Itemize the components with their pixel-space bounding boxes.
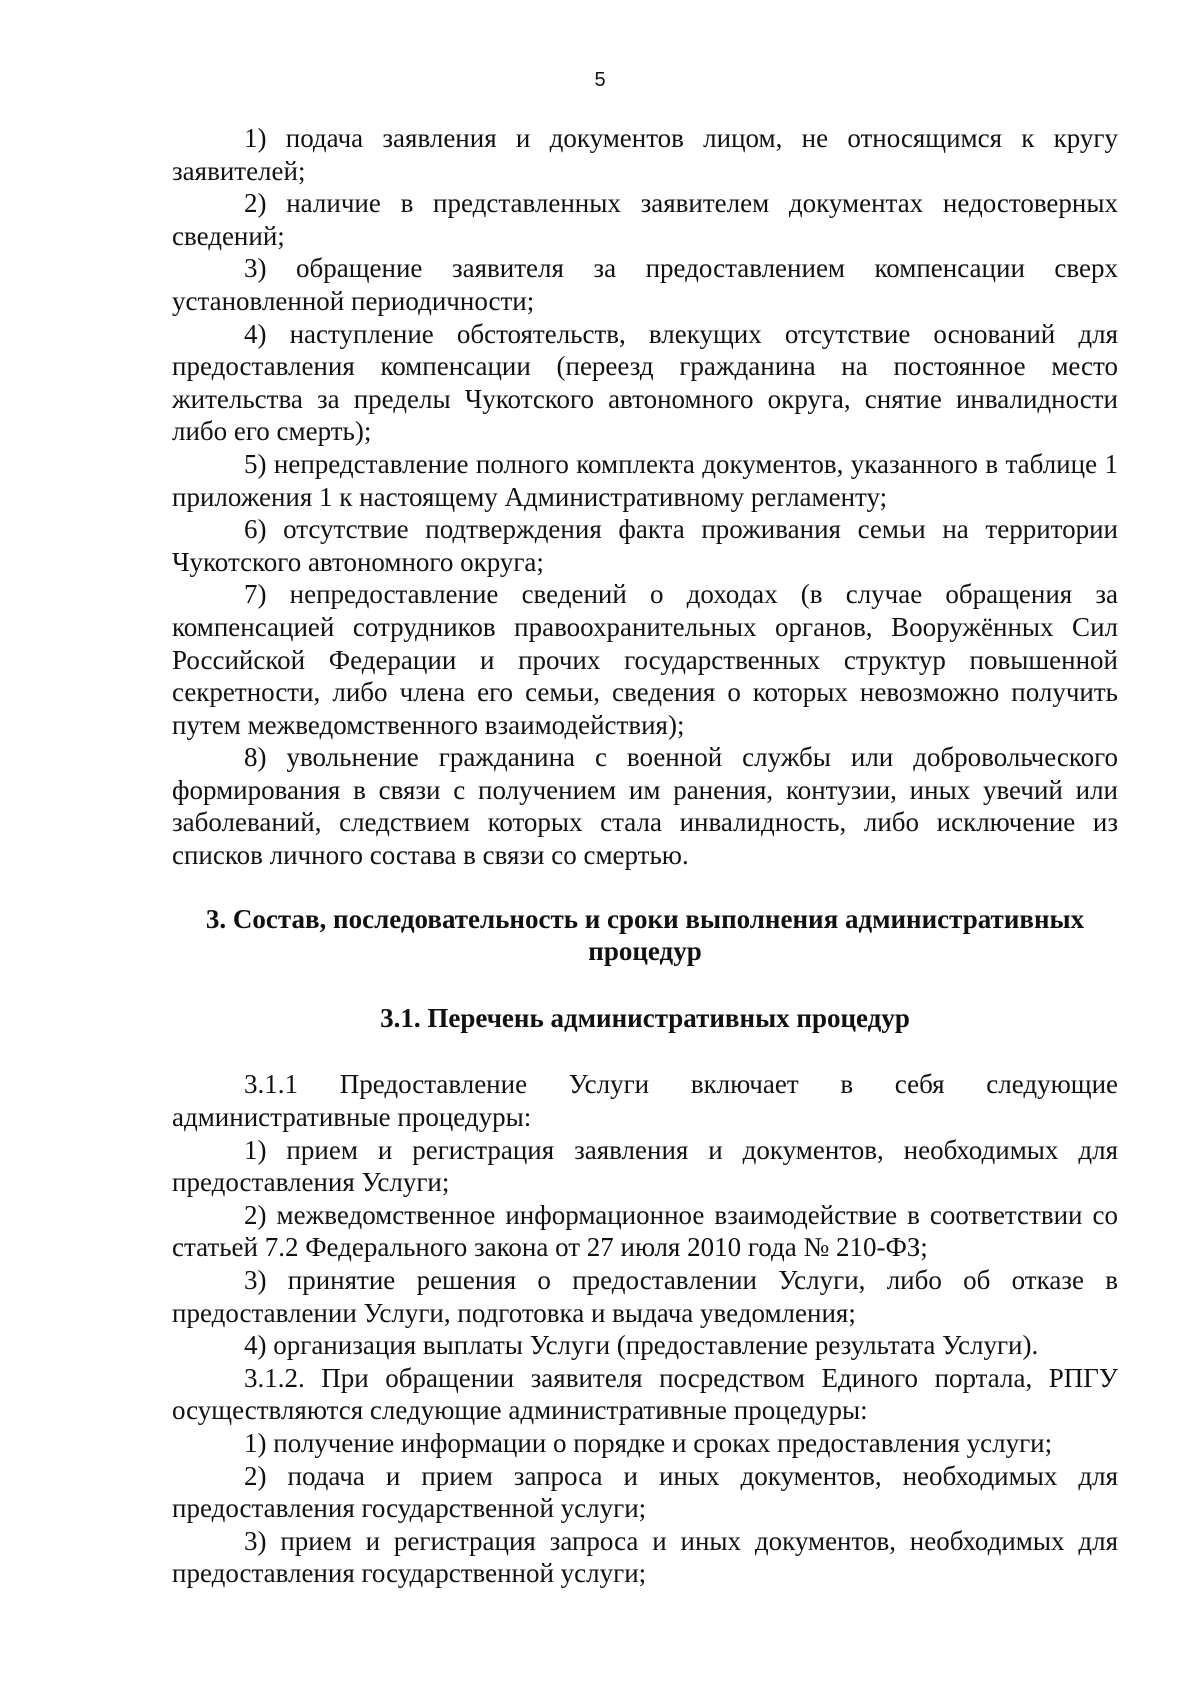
subsection-heading: 3.1. Перечень административных процедур (380, 1002, 910, 1033)
page-content (172, 122, 1118, 1590)
list-item: 6) отсутствие подтверждения факта проживания семьи на территории Чукотского автономного округа; (172, 514, 1118, 577)
list-item: 1) получение информации о порядке и сроках предоставления услуги; (244, 1427, 1053, 1458)
list-item: 7) непредоставление сведений о доходах (в случае обращения за компенсацией сотрудников правоохранительных органов, Вооружённых Сил Российской Федерации и прочих государственных структур повышенной секретности, либо члена его семьи, сведения о которых невозможно получить путем межведомственного взаимодействия); (172, 579, 1118, 740)
list-item: 8) увольнение гражданина с военной службы или добровольческого формирования в связи с получением им ранения, контузии, иных увечий или заболеваний, следствием которых стала инвалидность, либо исключение из списков личного состава в связи со смертью. (172, 742, 1118, 871)
list-item: 4) наступление обстоятельств, влекущих отсутствие оснований для предоставления компенсации (переезд гражданина на постоянное место жительства за пределы Чукотского автономного округа, снятие инвалидности либо его смерть); (172, 318, 1118, 447)
list-item: 5) непредставление полного комплекта документов, указанного в таблице 1 приложения 1 к настоящему Административному регламенту; (172, 448, 1118, 512)
list-item: 3) прием и регистрация запроса и иных документов, необходимых для предоставления государственной услуги; (172, 1525, 1118, 1589)
list-item: 2) наличие в представленных заявителем документах недостоверных сведений; (172, 188, 1118, 251)
list-item: 3) обращение заявителя за предоставлением компенсации сверх установленной периодичности; (172, 253, 1118, 316)
page-number: 5 (594, 69, 606, 91)
list-item: 1) подача заявления и документов лицом, не относящимся к кругу заявителей; (172, 123, 1118, 186)
list-item: 3) принятие решения о предоставлении Услуги, либо об отказе в предоставлении Услуги, подготовка и выдача уведомления; (172, 1265, 1118, 1328)
refusal-grounds-list (172, 122, 1118, 872)
list-item: 4) организация выплаты Услуги (предоставление результата Услуги). (244, 1330, 1039, 1361)
list-item: 2) межведомственное информационное взаимодействие в соответствии со статьей 7.2 Федерального закона от 27 июля 2010 года № 210-ФЗ; (172, 1199, 1118, 1263)
list-item: 1) прием и регистрация заявления и документов, необходимых для предоставления Услуги; (172, 1134, 1118, 1198)
section-heading: 3. Состав, последовательность и сроки выполнения административных процедур (205, 903, 1085, 967)
procedures-list (172, 1068, 1118, 1590)
list-item: 2) подача и прием запроса и иных документов, необходимых для предоставления государственной услуги; (172, 1460, 1118, 1524)
list-item: 3.1.2. При обращении заявителя посредством Единого портала, РПГУ осуществляются следующие административные процедуры: (172, 1362, 1118, 1426)
list-item: 3.1.1 Предоставление Услуги включает в себя следующие административные процедуры: (172, 1069, 1118, 1133)
